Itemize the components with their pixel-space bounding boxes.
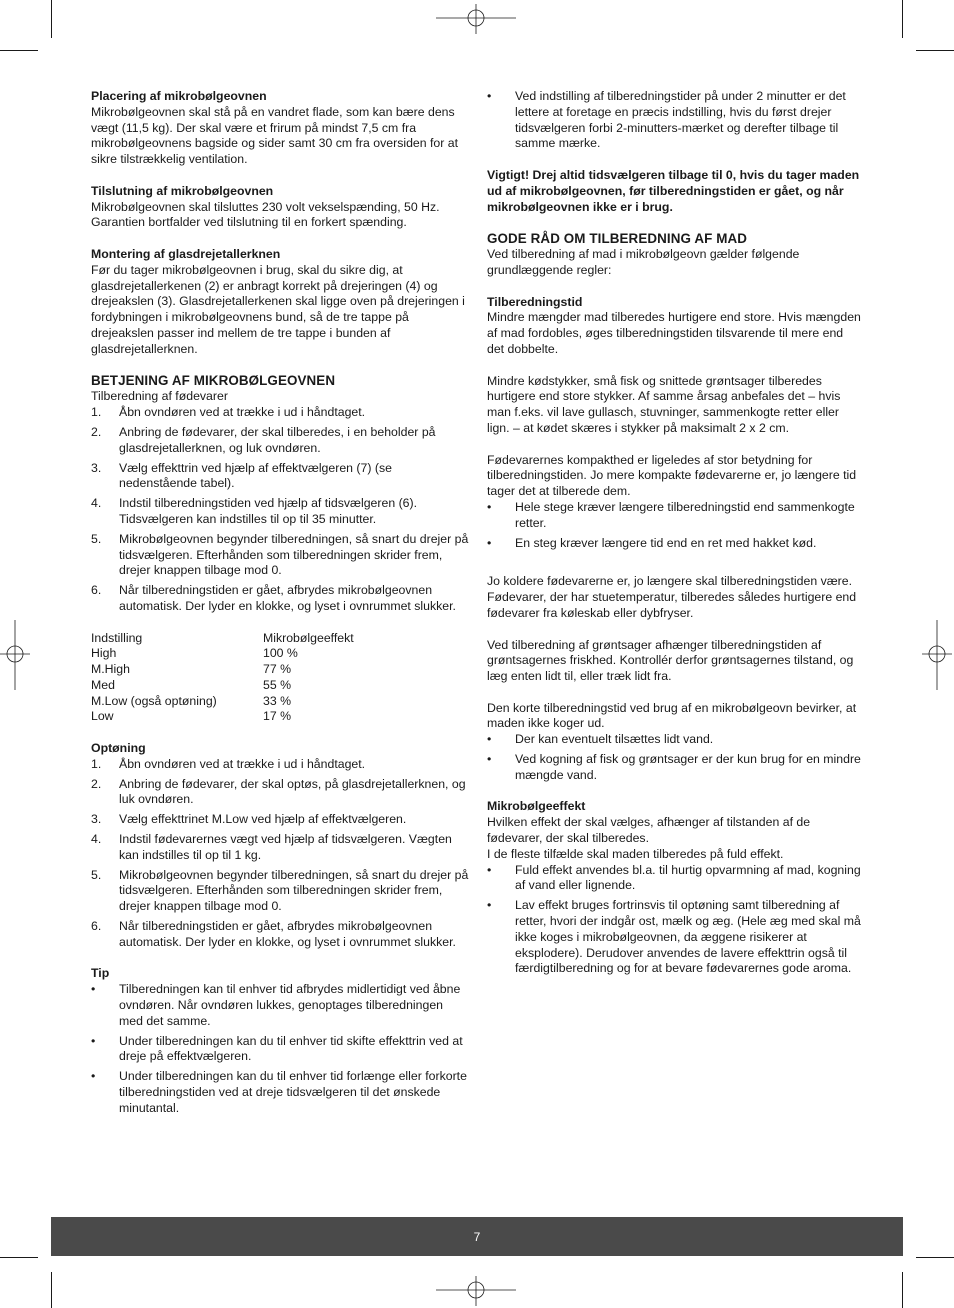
section-heading: Mikrobølgeeffekt bbox=[487, 799, 586, 814]
list-item bbox=[91, 757, 469, 773]
bullet-list bbox=[487, 732, 862, 783]
table-row bbox=[91, 662, 354, 678]
table-cell: Low bbox=[91, 709, 114, 724]
list-item bbox=[487, 536, 862, 552]
list-item bbox=[91, 461, 469, 493]
list-number: 3. bbox=[91, 812, 102, 827]
bullet-list-tip bbox=[91, 982, 469, 1116]
list-item-text: Vælg effekttrinet M.Low ved hjælp af effektvælgeren. bbox=[119, 812, 407, 827]
list-item-text: Ved kogning af fisk og grøntsager er der kun brug for en mindre mængde vand. bbox=[515, 752, 861, 782]
list-number: 2. bbox=[91, 776, 102, 791]
page-number: 7 bbox=[473, 1229, 481, 1244]
section-text: Mikrobølgeovnen skal tilsluttes 230 volt vekselspænding, 50 Hz. Garantien bortfalder ved tilslutning til en forkert spænding. bbox=[91, 199, 440, 230]
list-item bbox=[91, 919, 469, 951]
section-subheading: Tilberedning af fødevarer bbox=[91, 389, 228, 404]
list-item-text: Når tilberedningstiden er gået, afbrydes mikrobølgeovnen automatisk. Der lyder en klokke, og lyset i ovnrummet slukker. bbox=[119, 919, 456, 949]
list-item-text: Indstil fødevarernes vægt ved hjælp af tidsvælgeren. Vægten kan indstilles til op til 1 kg. bbox=[119, 832, 452, 862]
list-item-text: Anbring de fødevarer, der skal tilberedes, i en beholder på glasdrejetallerknen, og luk ovndøren. bbox=[119, 424, 436, 455]
section-title: BETJENING AF MIKROBØLGEOVNEN bbox=[91, 373, 336, 389]
section-betjening bbox=[91, 373, 469, 614]
bullet-icon: • bbox=[487, 499, 492, 514]
table-cell: M.Low (også optøning) bbox=[91, 693, 217, 708]
list-number: 6. bbox=[91, 583, 102, 598]
section-tip bbox=[91, 966, 469, 1116]
list-item-text: Anbring de fødevarer, der skal optøs, på glasdrejetallerknen, og luk ovndøren. bbox=[119, 776, 466, 807]
list-number: 5. bbox=[91, 531, 102, 546]
table-cell: 17 % bbox=[263, 709, 292, 724]
table-header-cell: Mikrobølgeeffekt bbox=[263, 630, 354, 645]
table-row bbox=[91, 678, 354, 694]
section-heading: Tilberedningstid bbox=[487, 294, 583, 309]
crop-mark bbox=[51, 1272, 52, 1308]
bullet-list bbox=[487, 863, 862, 978]
bullet-icon: • bbox=[487, 752, 492, 767]
list-item bbox=[487, 863, 862, 895]
list-item-text: Tilberedningen kan til enhver tid afbrydes midlertidigt ved åbne ovndøren. Når ovndøren lukkes, genoptages tilberedningen med det samme. bbox=[119, 982, 461, 1028]
crop-mark bbox=[0, 50, 38, 51]
list-item-text: Vælg effekttrin ved hjælp af effektvælgeren (7) (se nedenstående tabel). bbox=[119, 460, 392, 491]
list-item bbox=[91, 496, 469, 528]
section-gode-raad bbox=[487, 231, 862, 279]
crop-mark bbox=[902, 1272, 903, 1308]
registration-mark-top bbox=[436, 4, 516, 34]
registration-mark-bottom bbox=[436, 1276, 516, 1306]
crop-mark bbox=[51, 0, 52, 38]
section-mikrobolgeeffekt bbox=[487, 799, 862, 977]
bullet-list-top bbox=[487, 89, 862, 152]
list-item bbox=[487, 732, 862, 748]
section-heading: Montering af glasdrejetallerknen bbox=[91, 246, 281, 261]
list-number: 1. bbox=[91, 756, 102, 771]
important-note: Vigtigt! Drej altid tidsvælgeren tilbage til 0, hvis du tager maden ud af mikrobølgeovnen, før tilberedningstiden er gået, og når mikrobølgeovnen ikke er i brug. bbox=[487, 167, 860, 214]
crop-mark bbox=[916, 50, 954, 51]
list-item bbox=[91, 832, 469, 864]
section-optoning bbox=[91, 741, 469, 951]
paragraph: Jo koldere fødevarerne er, jo længere skal tilberedningstiden være. Fødevarer, der har stuetemperatur, tilberedes således hurtigere end fødevarer fra køleskab eller dybfryser. bbox=[487, 574, 857, 620]
right-column bbox=[487, 89, 862, 993]
paragraph: Ved tilberedning af grøntsager afhænger tilberedningstiden af grøntsagernes friskhed. Kontrollér derfor grøntsagernes tilstand, og læg enten lidt til, eller træk lidt fra. bbox=[487, 637, 854, 684]
list-item-text: Hele stege kræver længere tilberedningstid end sammenkogte retter. bbox=[515, 499, 855, 530]
list-item bbox=[487, 898, 862, 977]
section-text: Før du tager mikrobølgeovnen i brug, skal du sikre dig, at glasdrejetallerkenen (2) er anbragt korrekt på drejeringen (4) og drejeakslen (3). Glasdrejetallerkenen skal ligge oven på drejeringen i fordybningen i mikrobølgeovnens bund, så de tre tappe på drejeakslen passer ind mellem de tre tappe i bunden af glasdrejetallerknen. bbox=[91, 262, 465, 356]
list-number: 6. bbox=[91, 919, 102, 934]
table-cell: 55 % bbox=[263, 677, 292, 692]
power-table bbox=[91, 631, 354, 726]
section-heading: Tip bbox=[91, 966, 110, 981]
list-item bbox=[91, 425, 469, 457]
table-header-cell: Indstilling bbox=[91, 630, 143, 645]
list-item bbox=[91, 982, 469, 1029]
registration-mark-right bbox=[922, 620, 952, 690]
list-item-text: Lav effekt bruges fortrinsvis til optøning samt tilberedning af retter, hvori der indgår ost, mælk og æg. (Hele æg med skal må ikke koges i mikrobølgeovnen, da æggene risikerer at eksplodere). Derudover anvendes de lavere effekttrin også til færdigtilberedning og for at bevare fødevarernes gode aroma. bbox=[515, 898, 861, 976]
table-row bbox=[91, 646, 354, 662]
registration-mark-left bbox=[0, 620, 30, 690]
list-item bbox=[91, 583, 469, 615]
bullet-icon: • bbox=[487, 732, 492, 747]
list-item bbox=[487, 89, 862, 152]
section-montering bbox=[91, 247, 469, 358]
bullet-icon: • bbox=[487, 898, 492, 913]
table-header-row bbox=[91, 631, 354, 647]
bullet-icon: • bbox=[487, 535, 492, 550]
bullet-list bbox=[487, 500, 862, 551]
paragraph: Fødevarernes kompakthed er ligeledes af stor betydning for tilberedningstiden. Jo mere kompakte fødevarerne er, jo længere tid tager det at tilberede dem. bbox=[487, 452, 857, 499]
table-cell: Med bbox=[91, 677, 115, 692]
paragraph: Den korte tilberedningstid ved brug af en mikrobølgeovn bevirker, at maden ikke koger ud. bbox=[487, 700, 857, 731]
list-item bbox=[91, 777, 469, 809]
table-cell: 33 % bbox=[263, 693, 292, 708]
list-item-text: Mikrobølgeovnen begynder tilberedningen, så snart du drejer på tidsvælgeren. Efterhånden som tilberedningen skrider frem, drejer knappen tilbage mod 0. bbox=[119, 531, 469, 578]
table-cell: 100 % bbox=[263, 646, 298, 661]
left-column bbox=[91, 89, 469, 1132]
crop-mark bbox=[902, 0, 903, 38]
list-item-text: Åbn ovndøren ved at trække i ud i håndtaget. bbox=[119, 405, 366, 420]
table-cell: 77 % bbox=[263, 662, 292, 677]
numbered-list-betjening bbox=[91, 405, 469, 615]
list-item bbox=[487, 500, 862, 532]
bullet-icon: • bbox=[487, 89, 492, 103]
table-cell: M.High bbox=[91, 662, 130, 677]
list-item-text: Når tilberedningstiden er gået, afbrydes mikrobølgeovnen automatisk. Der lyder en klokke, og lyset i ovnrummet slukker. bbox=[119, 583, 456, 613]
section-placering bbox=[91, 89, 469, 168]
numbered-list-optoning bbox=[91, 757, 469, 951]
paragraph: Mindre mængder mad tilberedes hurtigere end store. Hvis mængden af mad fordobles, øges tilberedningstiden tilsvarende til mere end det dobbelte. bbox=[487, 310, 861, 356]
list-item bbox=[487, 752, 862, 784]
list-item bbox=[91, 868, 469, 915]
list-number: 2. bbox=[91, 424, 102, 439]
table-row bbox=[91, 694, 354, 710]
paragraph: I de fleste tilfælde skal maden tilberedes på fuld effekt. bbox=[487, 846, 784, 861]
section-heading: Placering af mikrobølgeovnen bbox=[91, 89, 267, 103]
bullet-icon: • bbox=[91, 1033, 96, 1048]
list-item-text: Ved indstilling af tilberedningstider på under 2 minutter er det lettere at foretage en præcis indstilling, hvis du først drejer tidsvælgeren forbi 2-minutters-mærket og derefter tilbage til samme mærke. bbox=[515, 89, 846, 151]
section-text: Ved tilberedning af mad i mikrobølgeovn gælder følgende grundlæggende regler: bbox=[487, 247, 800, 277]
section-tilslutning bbox=[91, 184, 469, 231]
section-title: GODE RÅD OM TILBEREDNING AF MAD bbox=[487, 231, 747, 247]
list-item-text: Under tilberedningen kan du til enhver tid forlænge eller forkorte tilberedningstiden ved at dreje tidsvælgeren til det ønskede minutantal. bbox=[119, 1069, 467, 1115]
crop-mark bbox=[916, 1257, 954, 1258]
list-item bbox=[91, 1034, 469, 1066]
list-item-text: Under tilberedningen kan du til enhver tid skifte effekttrin ved at dreje på effektvælgeren. bbox=[119, 1033, 463, 1064]
list-number: 1. bbox=[91, 405, 102, 420]
list-item-text: En steg kræver længere tid end en ret med hakket kød. bbox=[515, 535, 817, 550]
table-cell: High bbox=[91, 646, 117, 661]
crop-mark bbox=[0, 1257, 38, 1258]
list-number: 4. bbox=[91, 832, 102, 847]
list-item bbox=[91, 1069, 469, 1116]
section-heading: Optøning bbox=[91, 741, 146, 756]
list-number: 5. bbox=[91, 867, 102, 882]
section-heading: Tilslutning af mikrobølgeovnen bbox=[91, 183, 274, 198]
list-item bbox=[91, 532, 469, 579]
footer-bar bbox=[51, 1217, 903, 1256]
paragraph: Hvilken effekt der skal vælges, afhænger af tilstanden af de fødevarer, der skal tilberedes. bbox=[487, 815, 811, 846]
list-item-text: Mikrobølgeovnen begynder tilberedningen, så snart du drejer på tidsvælgeren. Efterhånden som tilberedningen skrider frem, drejer knappen tilbage mod 0. bbox=[119, 867, 469, 914]
list-number: 3. bbox=[91, 460, 102, 475]
list-number: 4. bbox=[91, 496, 102, 511]
bullet-icon: • bbox=[487, 862, 492, 877]
list-item bbox=[91, 405, 469, 421]
list-item bbox=[91, 812, 469, 828]
bullet-icon: • bbox=[91, 982, 96, 997]
table-row bbox=[91, 709, 354, 725]
section-text: Mikrobølgeovnen skal stå på en vandret flade, som kan bære dens vægt (11,5 kg). Der skal være et frirum på mindst 7,5 cm fra mikrobølgeovnens bagside og sider samt 30 cm fra oversiden for at sikre tilstrækkelig ventilation. bbox=[91, 104, 459, 167]
list-item-text: Der kan eventuelt tilsættes lidt vand. bbox=[515, 732, 714, 747]
list-item-text: Åbn ovndøren ved at trække i ud i håndtaget. bbox=[119, 756, 366, 771]
section-tilberedningstid bbox=[487, 295, 862, 784]
list-item-text: Indstil tilberedningstiden ved hjælp af tidsvælgeren (6). Tidsvælgeren kan indstilles til op til 35 minutter. bbox=[119, 496, 418, 526]
paragraph: Mindre kødstykker, små fisk og snittede grøntsager tilberedes hurtigere end store stykker. Af samme årsag anbefales det – hvis man f.eks. vil lave gullasch, stuvninger, sammenkogte retter eller lign. – at kødet skæres i stykker på maksimalt 2 x 2 cm. bbox=[487, 373, 841, 435]
bullet-icon: • bbox=[91, 1069, 96, 1084]
list-item-text: Fuld effekt anvendes bl.a. til hurtig opvarmning af mad, kogning af vand eller lignende. bbox=[515, 862, 861, 893]
